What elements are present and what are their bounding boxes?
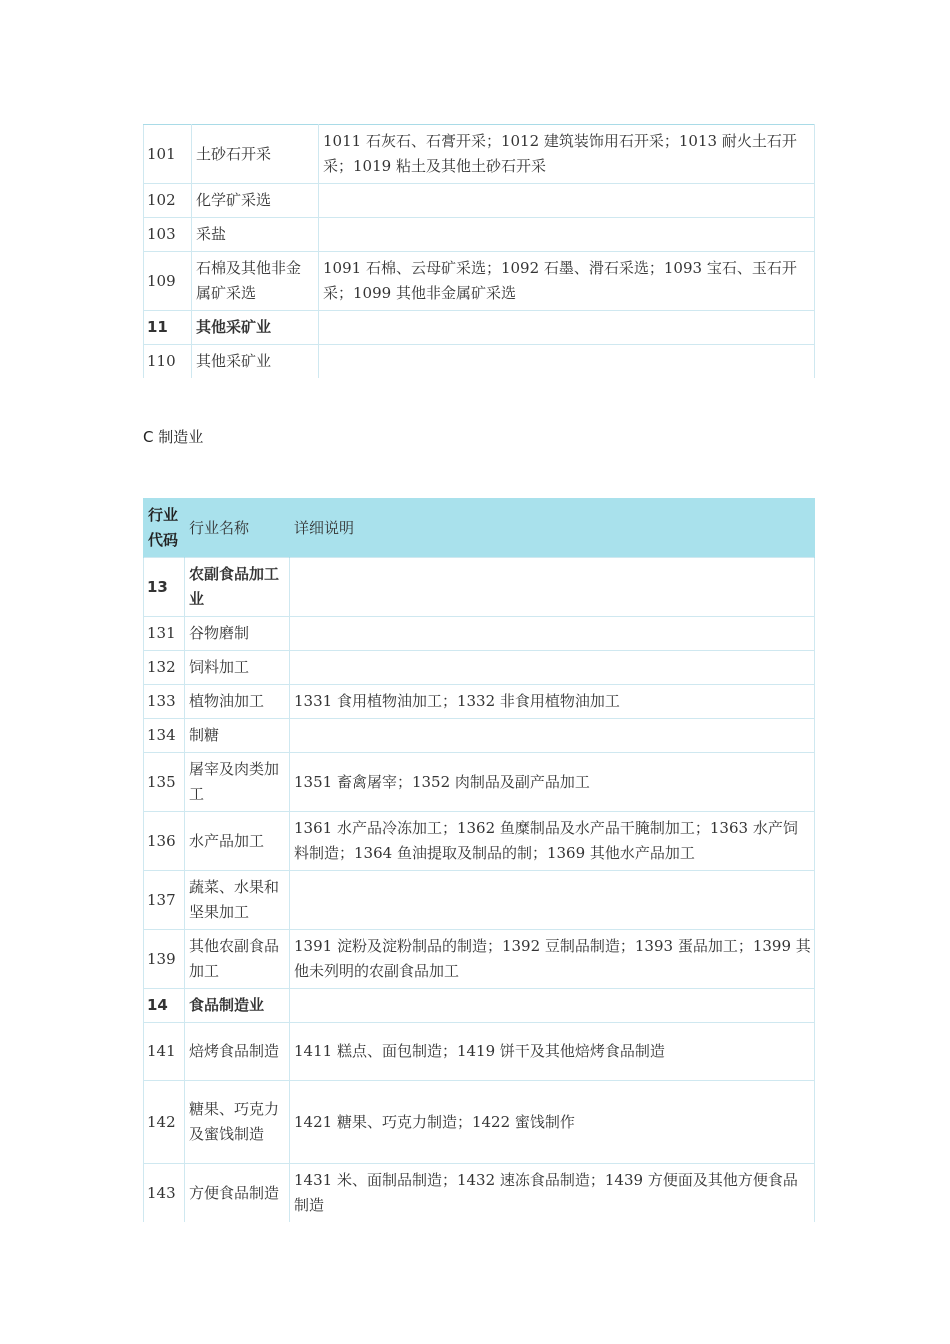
- table-row: [144, 1023, 815, 1081]
- industry-code: 13: [144, 558, 185, 617]
- industry-detail: 1391 淀粉及淀粉制品的制造；1392 豆制品制造；1393 蛋品加工；1399 其他未列明的农副食品加工: [290, 930, 815, 989]
- industry-code: 136: [144, 812, 185, 871]
- table-row: [144, 252, 815, 311]
- industry-detail: [319, 311, 815, 345]
- industry-code: 11: [144, 311, 192, 345]
- mining-industry-table: [143, 124, 815, 378]
- industry-detail: [290, 989, 815, 1023]
- industry-code: 132: [144, 651, 185, 685]
- industry-name: 农副食品加工业: [185, 558, 290, 617]
- industry-detail: [290, 651, 815, 685]
- table-row: [144, 218, 815, 252]
- industry-code: 139: [144, 930, 185, 989]
- table-row: [144, 1081, 815, 1164]
- table-row: [144, 753, 815, 812]
- industry-detail: 1091 石棉、云母矿采选；1092 石墨、滑石采选；1093 宝石、玉石开采；1099 其他非金属矿采选: [319, 252, 815, 311]
- industry-name: 其他采矿业: [192, 311, 319, 345]
- industry-name: 其他农副食品加工: [185, 930, 290, 989]
- industry-name: 食品制造业: [185, 989, 290, 1023]
- table-row: [144, 311, 815, 345]
- table-row: [144, 989, 815, 1023]
- industry-code: 103: [144, 218, 192, 252]
- industry-code: 142: [144, 1081, 185, 1164]
- industry-code: 143: [144, 1164, 185, 1223]
- industry-detail: [290, 558, 815, 617]
- industry-detail: 1011 石灰石、石膏开采；1012 建筑装饰用石开采；1013 耐火土石开采；1019 粘土及其他土砂石开采: [319, 125, 815, 184]
- table-row: [144, 125, 815, 184]
- industry-name: 水产品加工: [185, 812, 290, 871]
- industry-code: 141: [144, 1023, 185, 1081]
- industry-name: 制糖: [185, 719, 290, 753]
- industry-name: 方便食品制造: [185, 1164, 290, 1223]
- table-row: [144, 685, 815, 719]
- industry-name: 土砂石开采: [192, 125, 319, 184]
- industry-name: 其他采矿业: [192, 345, 319, 379]
- industry-detail: 1421 糖果、巧克力制造；1422 蜜饯制作: [290, 1081, 815, 1164]
- industry-name: 植物油加工: [185, 685, 290, 719]
- table-row: [144, 345, 815, 379]
- table-row: [144, 812, 815, 871]
- industry-code: 135: [144, 753, 185, 812]
- industry-code: 137: [144, 871, 185, 930]
- industry-name: 焙烤食品制造: [185, 1023, 290, 1081]
- industry-name: 屠宰及肉类加工: [185, 753, 290, 812]
- header-industry-code: 行业代码: [144, 499, 185, 558]
- industry-code: 101: [144, 125, 192, 184]
- table-row: [144, 651, 815, 685]
- industry-name: 谷物磨制: [185, 617, 290, 651]
- table-row: [144, 719, 815, 753]
- industry-name: 饲料加工: [185, 651, 290, 685]
- table-row: [144, 617, 815, 651]
- industry-detail: [319, 184, 815, 218]
- table-row: [144, 1164, 815, 1223]
- section-heading: C 制造业: [143, 428, 204, 446]
- table-row: [144, 184, 815, 218]
- industry-detail: 1411 糕点、面包制造；1419 饼干及其他焙烤食品制造: [290, 1023, 815, 1081]
- industry-detail: [319, 218, 815, 252]
- industry-detail: [290, 617, 815, 651]
- industry-code: 131: [144, 617, 185, 651]
- industry-detail: [319, 345, 815, 379]
- industry-detail: 1431 米、面制品制造；1432 速冻食品制造；1439 方便面及其他方便食品制造: [290, 1164, 815, 1223]
- industry-name: 化学矿采选: [192, 184, 319, 218]
- table-header-row: [144, 499, 815, 558]
- header-industry-detail: 详细说明: [290, 499, 815, 558]
- industry-name: 石棉及其他非金属矿采选: [192, 252, 319, 311]
- header-industry-name: 行业名称: [185, 499, 290, 558]
- table-row: [144, 930, 815, 989]
- industry-detail: 1361 水产品冷冻加工；1362 鱼糜制品及水产品干腌制加工；1363 水产饲料制造；1364 鱼油提取及制品的制；1369 其他水产品加工: [290, 812, 815, 871]
- industry-code: 134: [144, 719, 185, 753]
- industry-detail: [290, 719, 815, 753]
- industry-detail: [290, 871, 815, 930]
- industry-code: 14: [144, 989, 185, 1023]
- table-row: [144, 558, 815, 617]
- table-row: [144, 871, 815, 930]
- industry-detail: 1331 食用植物油加工；1332 非食用植物油加工: [290, 685, 815, 719]
- industry-name: 蔬菜、水果和坚果加工: [185, 871, 290, 930]
- industry-name: 采盐: [192, 218, 319, 252]
- industry-detail: 1351 畜禽屠宰；1352 肉制品及副产品加工: [290, 753, 815, 812]
- industry-code: 110: [144, 345, 192, 379]
- industry-code: 109: [144, 252, 192, 311]
- manufacturing-industry-table: [143, 498, 815, 1222]
- industry-name: 糖果、巧克力及蜜饯制造: [185, 1081, 290, 1164]
- industry-code: 102: [144, 184, 192, 218]
- industry-code: 133: [144, 685, 185, 719]
